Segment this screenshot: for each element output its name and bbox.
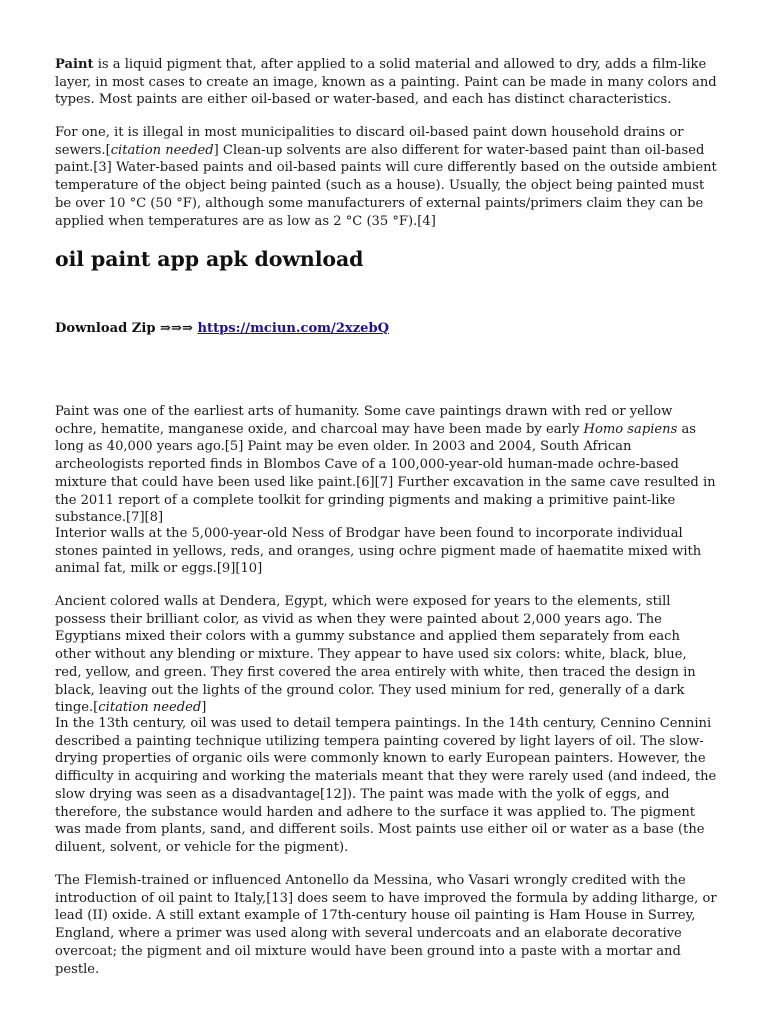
download-link[interactable]: https://mciun.com/2xzebQ <box>197 321 390 336</box>
dendera-text-b: ] <box>201 700 207 716</box>
intro-bold-term: Paint <box>55 57 94 72</box>
tempera-paragraph: In the 13th century, oil was used to detail tempera paintings. In the 14th century, Cennino Cennini described a painting technique utilizing tempera painting covered by light layers of oil. The slow-drying properties of organic oils were commonly known to early European painters. However, the difficulty in acquiring and working the materials meant that they were rarely used (and indeed, the slow drying was seen as a disadvantage[12]). The paint was made with the yolk of eggs, and therefore, the substance would harden and adhere to the surface it was applied to. The pigment was made from plants, sand, and different soils. Most paints use either oil or water as a base (the diluent, solvent, or vehicle for the pigment). <box>55 716 717 855</box>
citation-needed: citation needed <box>98 700 202 716</box>
download-line <box>55 320 717 338</box>
intro-text: is a liquid pigment that, after applied to a solid material and allowed to dry, adds a film-like layer, in most cases to create an image, known as a painting. Paint can be made in many colors and types. Most paints are either oil-based or water-based, and each has distinct characteristics. <box>55 57 717 108</box>
dendera-paragraph <box>55 593 717 717</box>
history-text-a: Paint was one of the earliest arts of humanity. Some cave paintings drawn with red or yellow ochre, hematite, manganese oxide, and charcoal may have been made by early <box>55 404 673 437</box>
flemish-paragraph: The Flemish-trained or influenced Antonello da Messina, who Vasari wrongly credited with the introduction of oil paint to Italy,[13] does seem to have improved the formula by adding litharge, or lead (II) oxide. A still extant example of 17th-century house oil painting is Ham House in Surrey, England, where a primer was used along with several undercoats and an elaborate decorative overcoat; the pigment and oil mixture would have been ground into a paste with a mortar and pestle. <box>55 873 717 977</box>
citation-needed: citation needed <box>110 142 214 158</box>
homo-sapiens-italic: Homo sapiens <box>583 421 678 437</box>
disposal-text-a: For one, it is illegal in most municipalities to discard oil-based paint down household drains or sewers.[ <box>55 125 684 158</box>
history-paragraph <box>55 403 717 527</box>
intro-paragraph <box>55 56 717 109</box>
history-text-b: as long as 40,000 years ago.[5] Paint may be even older. In 2003 and 2004, South African archeologists reported finds in Blombos Cave of a 100,000-year-old human-made ochre-based mixture that could have been used like paint.[6][7] Further excavation in the same cave resulted in the 2011 report of a complete toolkit for grinding pigments and making a primitive paint-like substance.[7][8] <box>55 421 716 526</box>
page-heading: oil paint app apk download <box>55 247 364 271</box>
disposal-paragraph <box>55 124 717 230</box>
brodgar-paragraph: Interior walls at the 5,000-year-old Ness of Brodgar have been found to incorporate individual stones painted in yellows, reds, and oranges, using ochre pigment made of haematite mixed with animal fat, milk or eggs.[9][10] <box>55 526 702 577</box>
download-label: Download Zip <box>55 321 156 336</box>
download-arrows: ⇒⇒⇒ <box>160 321 193 336</box>
disposal-text-b: ] Clean-up solvents are also different for water-based paint than oil-based paint.[3] Water-based paints and oil-based paints will cure differently based on the outside ambient temperature of the object being painted (such as a house). Usually, the object being painted must be over 10 °C (50 °F), although some manufacturers of external paints/primers claim they can be applied when temperatures are as low as 2 °C (35 °F).[4] <box>55 142 717 229</box>
dendera-text-a: Ancient colored walls at Dendera, Egypt, which were exposed for years to the elements, still possess their brilliant color, as vivid as when they were painted about 2,000 years ago. The Egyptians mixed their colors with a gummy substance and applied them separately from each other without any blending or mixture. They appear to have used six colors: white, black, blue, red, yellow, and green. They first covered the area entirely with white, then traced the design in black, leaving out the lights of the ground color. They used minium for red, generally of a dark tinge.[ <box>55 594 696 716</box>
